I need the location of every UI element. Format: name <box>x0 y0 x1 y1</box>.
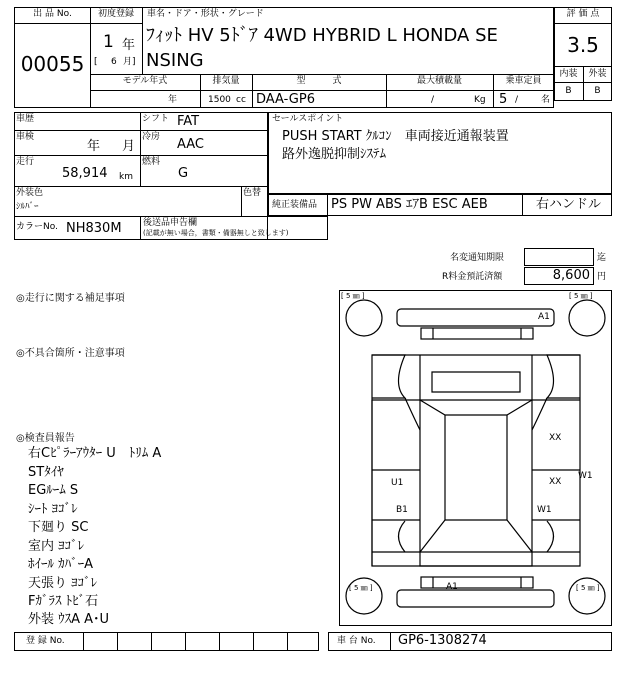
model-code-label: 型 式 <box>296 76 342 86</box>
inspection-label: 車検 <box>16 132 35 142</box>
history-label: 車歴 <box>16 114 35 124</box>
report-line: 天張り ﾖｺﾞﾚ <box>28 576 98 591</box>
model-code: DAA-GP6 <box>256 92 315 107</box>
sales-point-label: セールスポイント <box>272 114 344 124</box>
inspection-year-unit: 年 <box>87 139 101 154</box>
handle-side: 右ハンドル <box>536 197 602 212</box>
defect-notes-label: ◎不具合箇所・注意事項 <box>16 348 125 359</box>
lot-number: 00055 <box>20 52 85 76</box>
registration-year: 1 <box>103 32 114 52</box>
registration-year-unit: 年 <box>122 38 136 53</box>
report-line: ﾎｲｰﾙ ｶﾊﾞｰA <box>28 557 94 572</box>
recycle-fee-amount: 8,600 <box>552 268 590 283</box>
registration-number-label: 登 録 No. <box>26 636 65 646</box>
registration-month-unit: 月] <box>123 57 136 67</box>
color-number-label: カラーNo. <box>16 222 58 232</box>
registration-month-open: [ <box>94 57 98 67</box>
color-value: ｼﾙﾊﾞｰ <box>16 202 39 212</box>
model-year-unit: 年 <box>168 95 178 105</box>
report-line: 下廻り SC <box>28 520 89 535</box>
shift-label: シフト <box>142 114 170 124</box>
displacement-label: 排気量 <box>212 76 240 86</box>
chassis-number-label: 車 台 No. <box>337 636 376 646</box>
mileage-value: 58,914 <box>62 166 108 181</box>
car-name-label: 車名・ドア・形状・グレード <box>147 9 264 19</box>
model-year-label: モデル年式 <box>122 76 168 86</box>
sales-point-line1: PUSH START ｸﾙｺﾝ 車両接近通報装置 <box>282 129 509 144</box>
chassis-number: GP6-1308274 <box>398 633 487 648</box>
exterior-label: 外装 <box>588 69 607 79</box>
mark-left-b1: B1 <box>396 505 408 515</box>
mark-right-rocker-w1: W1 <box>537 505 552 515</box>
color-change-label: 色替 <box>243 188 262 198</box>
car-name-line1: ﾌｨｯﾄ HV 5ﾄﾞｱ 4WD HYBRID L HONDA SE <box>146 25 498 46</box>
document-declaration-label: 後送品申告欄 <box>143 218 198 228</box>
report-line: 右Cﾋﾟﾗｰｱｳﾀｰ U ﾄﾘﾑ A <box>28 446 162 461</box>
mark-right-xx-lower: XX <box>549 477 562 487</box>
inspector-report-label: ◎検査員報告 <box>16 433 75 444</box>
mark-left-u1: U1 <box>391 478 404 488</box>
first-registration-label: 初度登録 <box>97 9 134 19</box>
score-label: 評 価 点 <box>566 9 600 19</box>
capacity-unit: 名 <box>541 95 551 105</box>
registration-month: 6 <box>111 57 117 67</box>
document-declaration-note: (記載が無い場合，書類・備器無しと致します) <box>143 229 289 237</box>
recycle-fee-label: R料金預託済額 <box>442 272 503 282</box>
ac-label: 冷房 <box>142 132 161 142</box>
notice-deadline-unit: 迄 <box>597 253 607 263</box>
displacement-value: 1500 <box>208 95 231 105</box>
capacity-label: 乗車定員 <box>505 76 542 86</box>
car-diagram-box <box>339 290 612 626</box>
ac-value: AAC <box>177 137 204 152</box>
tire-depth-rear-right: [ 5 ㎜ ] <box>576 584 600 592</box>
report-line: STﾀｲﾔ <box>28 465 64 480</box>
tire-depth-front-right: [ 5 ㎜ ] <box>569 292 593 300</box>
mileage-unit: km <box>119 172 133 182</box>
score-value: 3.5 <box>567 33 599 57</box>
report-line: 室内 ﾖｺﾞﾚ <box>28 539 85 554</box>
mark-front-bumper: A1 <box>538 312 550 322</box>
report-line: EGﾙｰﾑ S <box>28 483 79 498</box>
driving-notes-label: ◎走行に関する補足事項 <box>16 293 125 304</box>
color-label: 外装色 <box>16 188 44 198</box>
report-line: ｼｰﾄ ﾖｺﾞﾚ <box>28 502 78 517</box>
equipment-items: PS PW ABS ｴｱB ESC AEB <box>331 197 488 212</box>
capacity-slash: / <box>515 95 519 105</box>
mark-right-xx-upper: XX <box>549 433 562 443</box>
mark-right-side-w1: W1 <box>578 471 593 481</box>
fuel-label: 燃料 <box>142 157 161 167</box>
color-number: NH830M <box>66 221 122 236</box>
max-load-unit: Kg <box>474 95 486 105</box>
mileage-label: 走行 <box>16 157 35 167</box>
report-line: Fｶﾞﾗｽ ﾄﾋﾞ石 <box>28 594 99 609</box>
max-load-label: 最大積載量 <box>416 76 462 86</box>
tire-depth-front-left: [ 5 ㎜ ] <box>341 292 365 300</box>
exterior-grade: B <box>594 86 601 96</box>
equipment-label: 純正装備品 <box>272 200 318 210</box>
capacity-value: 5 <box>499 92 508 107</box>
sales-point-line2: 路外逸脱抑制ｼｽﾃﾑ <box>282 147 387 162</box>
notice-deadline-label: 名変通知期限 <box>450 253 505 263</box>
interior-grade: B <box>565 86 572 96</box>
inspection-month-unit: 月 <box>122 139 136 154</box>
shift-value: FAT <box>177 114 200 129</box>
mark-rear-bumper: A1 <box>446 582 458 592</box>
notice-deadline-box <box>524 248 594 266</box>
recycle-fee-unit: 円 <box>597 272 607 282</box>
tire-depth-rear-left: [ 5 ㎜ ] <box>349 584 373 592</box>
displacement-unit: cc <box>236 95 246 105</box>
max-load-slash: / <box>431 95 435 105</box>
fuel-value: G <box>178 166 189 181</box>
car-name-line2: NSING <box>146 50 204 71</box>
interior-label: 内装 <box>559 69 578 79</box>
report-line: 外装 ｳｽA A･U <box>28 612 110 627</box>
lot-number-label: 出 品 No. <box>33 9 72 19</box>
